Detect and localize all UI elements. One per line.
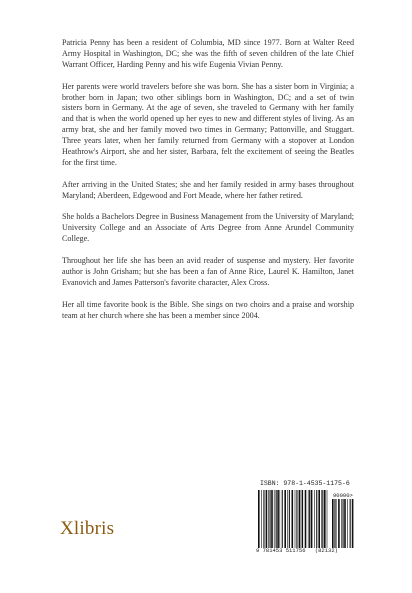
barcode-bar (311, 490, 313, 548)
barcode-bar (270, 490, 271, 548)
bio-paragraph-6: Her all time favorite book is the Bible. She sings on two choirs and a praise and worship team at her church where she has been a member since 2004. (62, 299, 354, 320)
ean-main-digits: 9 781453 511756 (256, 547, 306, 554)
barcode-bar (292, 490, 294, 548)
barcode-addon-bars (332, 499, 354, 548)
barcode-bar (343, 499, 344, 548)
barcode-bar (350, 499, 351, 548)
barcode-bar (338, 499, 340, 548)
bio-paragraph-3: After arriving in the United States; she and her family resided in army bases throughout Maryland; Aberdeen, Edgewood and Fort Meade, where her father retired. (62, 179, 354, 200)
isbn-label: ISBN: 978-1-4535-1175-6 (260, 480, 350, 487)
barcode-bar (327, 490, 328, 548)
barcode-bar (276, 490, 277, 548)
barcode-bar (321, 490, 322, 548)
barcode-bar (258, 490, 260, 548)
barcode-bar (334, 499, 335, 548)
bio-paragraph-1: Patricia Penny has been a resident of Columbia, MD since 1977. Born at Walter Reed Army Hospital in Washington, DC; she was the fifth of seven children of the late Chief Warrant Officer, Harding Penny and his wife Eugenia Vivian Penny. (62, 38, 354, 69)
barcode-bar (347, 499, 348, 548)
barcode-bar (277, 490, 279, 548)
barcode-bar (316, 490, 317, 548)
bio-paragraph-5: Throughout her life she has been an avid reader of suspense and mystery. Her favorite author is John Grisham; but she has been a fan of Anne Rice, Laurel K. Hamilton, Janet Evanovich and James Patterson's favorite character, Alex Cross. (62, 256, 354, 287)
barcode-bar (274, 490, 275, 548)
barcode-bar (301, 490, 302, 548)
price-code: 90000> (333, 492, 353, 499)
barcode-bar (282, 490, 283, 548)
barcode-bar (295, 490, 296, 548)
barcode-bar (308, 490, 309, 548)
barcode-bar (287, 490, 288, 548)
barcode-bar (322, 490, 323, 548)
barcode-bar (263, 490, 264, 548)
publisher-logo: Xlibris (60, 518, 115, 539)
isbn-barcode (256, 480, 356, 556)
barcode-bar (352, 499, 354, 548)
barcode-bar (271, 490, 273, 548)
barcode-bar (332, 499, 334, 548)
barcode-bar (335, 499, 336, 548)
author-bio (62, 38, 354, 332)
barcode-bar (305, 490, 307, 548)
barcode-bar (302, 490, 303, 548)
bio-paragraph-4: She holds a Bachelors Degree in Business Management from the University of Maryland; University College and an Associate of Arts Degree from Anne Arundel Community College. (62, 212, 354, 244)
barcode-bar (284, 490, 286, 548)
barcode-bar (309, 490, 310, 548)
barcode-main-bars (258, 490, 328, 548)
barcode-bar (280, 490, 281, 548)
bio-paragraph-2: Her parents were world travelers before she was born. She has a sister born in Virginia; a brother born in Japan; two other siblings born in Washington, DC; and a set of twin sisters born in Germany. At the age of seven, she traveled to Germany with her family and that is when the world opened up her eyes to new and different styles of living. As an army brat, she and her family moved two times in Germany; Pattonville, and Stuggart. Three years later, when her family returned from Germany with a stopover at London Heathrow's Airport, she and her sister, Barbara, felt the excitement of seeing the Beatles for the first time. (62, 81, 354, 167)
barcode-bar (261, 490, 262, 548)
barcode-bar (299, 490, 301, 548)
barcode-bar (296, 490, 297, 548)
barcode-bar (314, 490, 315, 548)
ean-digits (256, 547, 338, 554)
barcode-bar (268, 490, 269, 548)
barcode-bar (344, 499, 346, 548)
barcode-bar (266, 490, 268, 548)
barcode-bar (318, 490, 320, 548)
barcode-bar (341, 499, 342, 548)
barcode-bar (324, 490, 326, 548)
ean-addon-digits: (82132) (314, 547, 338, 554)
barcode-bar (289, 490, 290, 548)
